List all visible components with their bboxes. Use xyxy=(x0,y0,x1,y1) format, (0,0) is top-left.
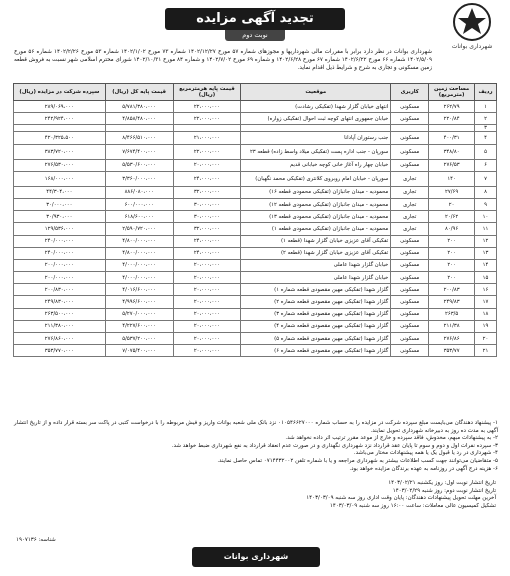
cell-use: تجاری xyxy=(391,198,429,210)
cell-area: ۸۰/۹۶ xyxy=(429,223,475,235)
note-item: ۳- سپرده نفرات اول و دوم و سوم تا پایان عقد قرارداد نزد شهرداری نگهداری و در صورت عدم انعقاد قرارداد به نفع شهرداری ضبط خواهد شد. xyxy=(171,442,498,449)
cell-row-number: ۲ xyxy=(475,113,497,125)
cell-area: ۲۰۰/۸۳ xyxy=(429,284,475,296)
cell-use: مسکونی xyxy=(391,247,429,259)
cell-area: ۳۵۳/۷۷ xyxy=(429,345,475,357)
cell-use: مسکونی xyxy=(391,159,429,171)
cell-unit-price: ۲۴،۰۰۰،۰۰۰ xyxy=(173,247,241,259)
cell-deposit: ۱۶۸/۰۰۰،۰۰۰ xyxy=(14,171,106,186)
cell-use: مسکونی xyxy=(391,144,429,159)
table-row xyxy=(14,320,497,332)
cell-base-price: ۸/۴۶۶/۵۱۰،۰۰۰ xyxy=(105,132,173,144)
cell-unit-price: ۲۰،۰۰۰،۰۰۰ xyxy=(173,159,241,171)
cell-location: انتهای خیابان گلزار شهدا (تفکیکی رشادت) xyxy=(241,101,391,113)
cell-deposit: ۳۸۳/۷۲۰،۰۰۰ xyxy=(14,144,106,159)
cell-row-number: ۲۱ xyxy=(475,345,497,357)
cell-use: مسکونی xyxy=(391,101,429,113)
cell-use xyxy=(391,125,429,132)
cell-area: ۲۷۶/۵۳ xyxy=(429,159,475,171)
cell-row-number: ۱۱ xyxy=(475,223,497,235)
cell-area: ۱۴۰ xyxy=(429,171,475,186)
cell-deposit: ۲۶۳/۵۰۰،۰۰۰ xyxy=(14,308,106,320)
cell-deposit: ۲۴۰/۰۰۰،۰۰۰ xyxy=(14,247,106,259)
cell-area: ۲۲۰/۸۴ xyxy=(429,113,475,125)
cell-base-price: ۴/۰۰۰/۰۰۰،۰۰۰ xyxy=(105,272,173,284)
note-item: ۲- به پیشنهادات مبهم، مخدوش، فاقد سپرده و خارج از موعد مقرر ترتیب اثر داده نخواهد شد. xyxy=(285,435,498,442)
cell-deposit: ۲۰۰/۰۰۰،۰۰۰ xyxy=(14,272,106,284)
cell-location: گلزار شهدا (تفکیکی مهین مقصودی قطعه شماره ۱) xyxy=(241,284,391,296)
cell-unit-price: ۲۰،۰۰۰،۰۰۰ xyxy=(173,272,241,284)
cell-base-price: ۵/۷۸۱/۳۸۰،۰۰۰ xyxy=(105,101,173,113)
cell-unit-price xyxy=(173,125,241,132)
table-header-row xyxy=(14,84,497,101)
cell-use: تجاری xyxy=(391,186,429,198)
cell-use: مسکونی xyxy=(391,308,429,320)
header-deposit: سپرده شرکت در مزایده (ریال) xyxy=(14,84,106,101)
cell-deposit: ۲۷۶/۵۳۰،۰۰۰ xyxy=(14,159,106,171)
cell-unit-price: ۳۲،۰۰۰،۰۰۰ xyxy=(173,186,241,198)
header-area: مساحت زمین (مترمربع) xyxy=(429,84,475,101)
cell-area xyxy=(429,125,475,132)
cell-use: تجاری xyxy=(391,223,429,235)
cell-use: مسکونی xyxy=(391,132,429,144)
cell-unit-price: ۲۲،۰۰۰،۰۰۰ xyxy=(173,101,241,113)
cell-unit-price: ۲۰،۰۰۰،۰۰۰ xyxy=(173,308,241,320)
table-row xyxy=(14,345,497,357)
cell-location: محمودیه - میدان جانبازان (تفکیکی محمودی قطعه ۱۶) xyxy=(241,186,391,198)
cell-area: ۲۰۰ xyxy=(429,247,475,259)
header-base-price: قیمت پایه کل (ریال) xyxy=(105,84,173,101)
cell-location: سورپان - خیابان امام روبروی کلانتری (تفکیکی محمد نگهبان) xyxy=(241,171,391,186)
cell-base-price: ۴/۸۵۸/۴۸۰،۰۰۰ xyxy=(105,113,173,125)
cell-base-price: ۴/۰۱۶/۶۰۰،۰۰۰ xyxy=(105,284,173,296)
cell-area: ۲۶۳/۵ xyxy=(429,308,475,320)
cell-unit-price: ۲۰،۰۰۰،۰۰۰ xyxy=(173,333,241,345)
cell-use: مسکونی xyxy=(391,259,429,271)
note-item: ۱- پیشنهاد دهندگان می‌بایست مبلغ سپرده شرکت در مزایده را به حساب شماره ۰۱۰۵۴۶۶۲۷۰۰۰ نزد بانک ملی شعبه بوانات واریز و فیش مربوطه را با درخواست کتبی در پاکت سر بسته قرار داده و از تاریخ انتشار آگهی به مدت ده روز به دبیرخانه شهرداری تحویل نمایند. xyxy=(14,420,498,434)
cell-deposit: ۴۲۰/۳۲۵،۵۰۰ xyxy=(14,132,106,144)
cell-row-number: ۱۵ xyxy=(475,272,497,284)
cell-location: خیابان گلزار شهدا عاملی xyxy=(241,259,391,271)
cell-row-number: ۲۰ xyxy=(475,333,497,345)
table-row xyxy=(14,132,497,144)
cell-row-number: ۱۶ xyxy=(475,284,497,296)
note-item: ۴- شهرداری در رد یا قبول یک یا همه پیشنهادات مختار می‌باشد. xyxy=(353,450,498,457)
header-location: موقعیت xyxy=(241,84,391,101)
cell-row-number: ۱۰ xyxy=(475,211,497,223)
cell-use: مسکونی xyxy=(391,113,429,125)
table-row xyxy=(14,101,497,113)
cell-deposit: ۲۴۲/۹۲۴،۰۰۰ xyxy=(14,113,106,125)
cell-deposit: ۳۰/۹۳۰،۰۰۰ xyxy=(14,211,106,223)
cell-base-price: ۵/۵۳۰/۶۰۰،۰۰۰ xyxy=(105,159,173,171)
cell-base-price: ۶۰۰/۰۰۰،۰۰۰ xyxy=(105,198,173,210)
cell-deposit: ۲۸۹/۰۶۹،۰۰۰ xyxy=(14,101,106,113)
cell-location: گلزار شهدا (تفکیکی مهین مقصودی قطعه شماره ۳) xyxy=(241,308,391,320)
cell-base-price: ۷/۰۷۵/۴۰۰،۰۰۰ xyxy=(105,345,173,357)
cell-use: مسکونی xyxy=(391,235,429,247)
cell-row-number: ۱۴ xyxy=(475,259,497,271)
cell-area: ۲۷۶/۸۶ xyxy=(429,333,475,345)
municipality-logo xyxy=(440,2,504,62)
notes-section xyxy=(14,420,498,473)
cell-row-number: ۸ xyxy=(475,186,497,198)
table-row xyxy=(14,211,497,223)
cell-location xyxy=(241,125,391,132)
note-item: ۶- هزینه درج آگهی در روزنامه به عهده برندگان مزایده خواهد بود. xyxy=(349,465,498,472)
cell-unit-price: ۲۰،۰۰۰،۰۰۰ xyxy=(173,284,241,296)
cell-base-price: ۴/۰۰۰/۰۰۰،۰۰۰ xyxy=(105,259,173,271)
note-item: ۵- متقاضیان می‌توانند جهت کسب اطلاعات بیشتر به شهرداری مراجعه و یا با شماره تلفن ۰۷۱۴۴۳۲۰۰۲ تماس حاصل نمایند. xyxy=(217,457,498,464)
cell-location: تفکیکی آقای عزیزی خیابان گلزار شهدا (قطعه ۲) xyxy=(241,247,391,259)
cell-unit-price: ۲۰،۰۰۰،۰۰۰ xyxy=(173,296,241,308)
cell-deposit: ۲۱۱/۳۸۰،۰۰۰ xyxy=(14,320,106,332)
table-row xyxy=(14,284,497,296)
cell-use: تجاری xyxy=(391,171,429,186)
cell-location: گلزار شهدا (تفکیکی مهین مقصودی قطعه شماره ۴) xyxy=(241,320,391,332)
cell-row-number: ۱ xyxy=(475,101,497,113)
cell-area: ۲۴۹/۸۳ xyxy=(429,296,475,308)
ad-round-label: نوبت دوم xyxy=(225,30,285,41)
cell-row-number: ۵ xyxy=(475,144,497,159)
date-line: تاریخ انتشار نوبت اول: روز یکشنبه ۱۴۰۳/۰۲/۲۱ xyxy=(388,480,496,486)
cell-location: خیابان چهار راه آغاز خانی کوچه خیابانی قدیم xyxy=(241,159,391,171)
cell-row-number: ۱۳ xyxy=(475,247,497,259)
table-row xyxy=(14,308,497,320)
logo-caption: شهرداری بوانات xyxy=(451,43,493,50)
cell-base-price: ۴/۸۰۰/۰۰۰،۰۰۰ xyxy=(105,247,173,259)
cell-location: خیابان جمهوری انتهای کوچه ثبت احوال (تفکیکی زواره) xyxy=(241,113,391,125)
date-line: تشکیل کمیسیون عالی معاملات: ساعت ۱۶:۰۰ روز سه شنبه ۱۴۰۳/۰۳/۰۹ xyxy=(329,502,496,509)
cell-base-price: ۵/۲۷۰/۰۰۰،۰۰۰ xyxy=(105,308,173,320)
cell-base-price: ۷/۶۷۴/۴۰۰،۰۰۰ xyxy=(105,144,173,159)
cell-location: گلزار شهدا (تفکیکی مهین مقصودی قطعه شماره ۶) xyxy=(241,345,391,357)
cell-use: مسکونی xyxy=(391,333,429,345)
table-row xyxy=(14,198,497,210)
cell-area: ۳۴۸/۸۰ xyxy=(429,144,475,159)
cell-deposit: ۲۰۰/۰۰۰،۰۰۰ xyxy=(14,259,106,271)
cell-location: محمودیه - میدان جانبازان (تفکیکی محمودی قطعه ۱۲) xyxy=(241,198,391,210)
dates-section xyxy=(256,480,496,510)
cell-unit-price: ۳۰،۰۰۰،۰۰۰ xyxy=(173,211,241,223)
cell-deposit: ۲۴۹/۸۳۰،۰۰۰ xyxy=(14,296,106,308)
cell-unit-price: ۲۴،۰۰۰،۰۰۰ xyxy=(173,235,241,247)
cell-unit-price: ۲۲،۰۰۰،۰۰۰ xyxy=(173,144,241,159)
cell-deposit: ۱۲۹/۵۳۶،۰۰۰ xyxy=(14,223,106,235)
cell-location: گلزار شهدا (تفکیکی مهین مقصودی قطعه شماره ۵) xyxy=(241,333,391,345)
cell-area: ۲۰۰ xyxy=(429,235,475,247)
emblem-icon xyxy=(452,2,492,42)
cell-base-price: ۶۱۸/۶۰۰،۰۰۰ xyxy=(105,211,173,223)
cell-unit-price: ۲۰،۰۰۰،۰۰۰ xyxy=(173,345,241,357)
ad-header xyxy=(0,6,510,44)
cell-area: ۲۷/۶۹ xyxy=(429,186,475,198)
cell-base-price: ۳/۳۶۰/۰۰۰،۰۰۰ xyxy=(105,171,173,186)
cell-deposit: ۲۴۰/۰۰۰،۰۰۰ xyxy=(14,235,106,247)
cell-location: سورپان - جنب اداره پست (تفکیکی میلاد واسط زاده) قطعه ۲۳ xyxy=(241,144,391,159)
cell-area: ۴۰۰/۳۱ xyxy=(429,132,475,144)
cell-row-number: ۷ xyxy=(475,171,497,186)
cell-location: گلزار شهدا (تفکیکی مهین مقصودی قطعه شماره ۲) xyxy=(241,296,391,308)
table-row xyxy=(14,333,497,345)
footer-banner: شهرداری بوانات xyxy=(192,547,320,567)
cell-area: ۲۰/۶۲ xyxy=(429,211,475,223)
cell-base-price: ۵/۵۳۷/۲۰۰،۰۰۰ xyxy=(105,333,173,345)
cell-deposit: ۳۰/۰۰۰،۰۰۰ xyxy=(14,198,106,210)
table-row xyxy=(14,259,497,271)
date-line: تاریخ انتشار نوبت دوم: روز شنبه ۱۴۰۳/۰۲/۲۹ xyxy=(392,487,496,494)
cell-location: جنب رستوران آپادانا xyxy=(241,132,391,144)
ad-code: شناسه: ۱۹۰۷۱۳۶ xyxy=(16,537,56,543)
intro-paragraph: شهرداری بوانات در نظر دارد برابر با مقررات مالی شهرداریها و مجوزهای شماره ۵۷ مورخ ۱۴۰۲/۱۲/۲۷ شماره ۷۳ مورخ ۱۴۰۲/۱/۰۲ شماره ۵۳ مورخ ۱۴۰۲/۲/۲۶ شماره ۵۶ مورخ ۱۴۰۲/۵/۰۹ شماره ۶۶ مورخ ۱۴۰۲/۶/۲۲ شماره ۶۷ مورخ ۱۴۰۲/۶/۲۸ و شماره ۶۹ مورخ ۱۴۰۲/۷/۰۲ و شماره ۸۴ مورخ ۱۴۰۲/۱۰/۳۱ شورای محترم اسلامی شهر نسبت به فروش قطعه زمین مسکونی و تجاری به شرح و شرایط ذیل اقدام نماید. xyxy=(14,49,432,71)
cell-row-number: ۴ xyxy=(475,132,497,144)
cell-use: مسکونی xyxy=(391,296,429,308)
header-row-number: ردیف xyxy=(475,84,497,101)
cell-base-price: ۴/۲۲۷/۶۰۰،۰۰۰ xyxy=(105,320,173,332)
cell-location: محمودیه - میدان جانبازان (تفکیکی محمودی قطعه ۱۳) xyxy=(241,211,391,223)
cell-use: مسکونی xyxy=(391,345,429,357)
cell-use: مسکونی xyxy=(391,284,429,296)
cell-area: ۲۰۰ xyxy=(429,272,475,284)
table-row xyxy=(14,171,497,186)
cell-unit-price: ۲۱،۰۰۰،۰۰۰ xyxy=(173,132,241,144)
cell-deposit: ۲۰۰/۸۳۰،۰۰۰ xyxy=(14,284,106,296)
ad-title: تجدید آگهی مزایده xyxy=(165,8,345,30)
cell-area: ۲۰ xyxy=(429,198,475,210)
cell-location: تفکیکی آقای عزیزی خیابان گلزار شهدا (قطعه ۱) xyxy=(241,235,391,247)
cell-base-price xyxy=(105,125,173,132)
auction-table xyxy=(13,83,497,357)
cell-unit-price: ۲۰،۰۰۰،۰۰۰ xyxy=(173,259,241,271)
cell-location: خیابان گلزار شهدا عاملی xyxy=(241,272,391,284)
cell-use: مسکونی xyxy=(391,272,429,284)
cell-deposit: ۲۷۶/۸۶۰،۰۰۰ xyxy=(14,333,106,345)
cell-unit-price: ۳۲،۰۰۰،۰۰۰ xyxy=(173,223,241,235)
table-row xyxy=(14,235,497,247)
cell-row-number: ۱۲ xyxy=(475,235,497,247)
cell-unit-price: ۲۴،۰۰۰،۰۰۰ xyxy=(173,171,241,186)
cell-row-number: ۱۹ xyxy=(475,320,497,332)
cell-unit-price: ۲۰،۰۰۰،۰۰۰ xyxy=(173,320,241,332)
table-row xyxy=(14,223,497,235)
cell-row-number: ۶ xyxy=(475,159,497,171)
header-unit-price: قیمت پایه هرمترمربع (ریال) xyxy=(173,84,241,101)
cell-unit-price: ۳۰،۰۰۰،۰۰۰ xyxy=(173,198,241,210)
table-row xyxy=(14,272,497,284)
cell-deposit: ۴۴/۳۰۴،۰۰۰ xyxy=(14,186,106,198)
cell-use: مسکونی xyxy=(391,320,429,332)
table-row xyxy=(14,113,497,125)
cell-row-number: ۱۸ xyxy=(475,308,497,320)
cell-base-price: ۴/۹۹۶/۶۰۰،۰۰۰ xyxy=(105,296,173,308)
table-row xyxy=(14,125,497,132)
header-use: کاربری xyxy=(391,84,429,101)
cell-row-number: ۱۷ xyxy=(475,296,497,308)
table-row xyxy=(14,186,497,198)
cell-location: محمودیه - میدان جانبازان (تفکیکی محمودی قطعه ۱) xyxy=(241,223,391,235)
cell-base-price: ۲/۵۹۰/۷۲۰،۰۰۰ xyxy=(105,223,173,235)
table-row xyxy=(14,296,497,308)
cell-unit-price: ۲۲،۰۰۰،۰۰۰ xyxy=(173,113,241,125)
cell-base-price: ۸۸۶/۰۸۰،۰۰۰ xyxy=(105,186,173,198)
cell-base-price: ۴/۸۰۰/۰۰۰،۰۰۰ xyxy=(105,235,173,247)
cell-area: ۲۰۰ xyxy=(429,259,475,271)
cell-row-number: ۳ xyxy=(475,125,497,132)
table-row xyxy=(14,144,497,159)
table-row xyxy=(14,247,497,259)
cell-deposit xyxy=(14,125,106,132)
cell-deposit: ۳۵۳/۷۷۰،۰۰۰ xyxy=(14,345,106,357)
table-row xyxy=(14,159,497,171)
cell-area: ۲۶۲/۷۹ xyxy=(429,101,475,113)
cell-row-number: ۹ xyxy=(475,198,497,210)
date-line: آخرین مهلت تحویل پیشنهادات دهندگان: پایان وقت اداری روز سه شنبه ۱۴۰۳/۰۳/۰۹ xyxy=(306,495,496,502)
cell-area: ۲۱۱/۳۸ xyxy=(429,320,475,332)
cell-use: تجاری xyxy=(391,211,429,223)
